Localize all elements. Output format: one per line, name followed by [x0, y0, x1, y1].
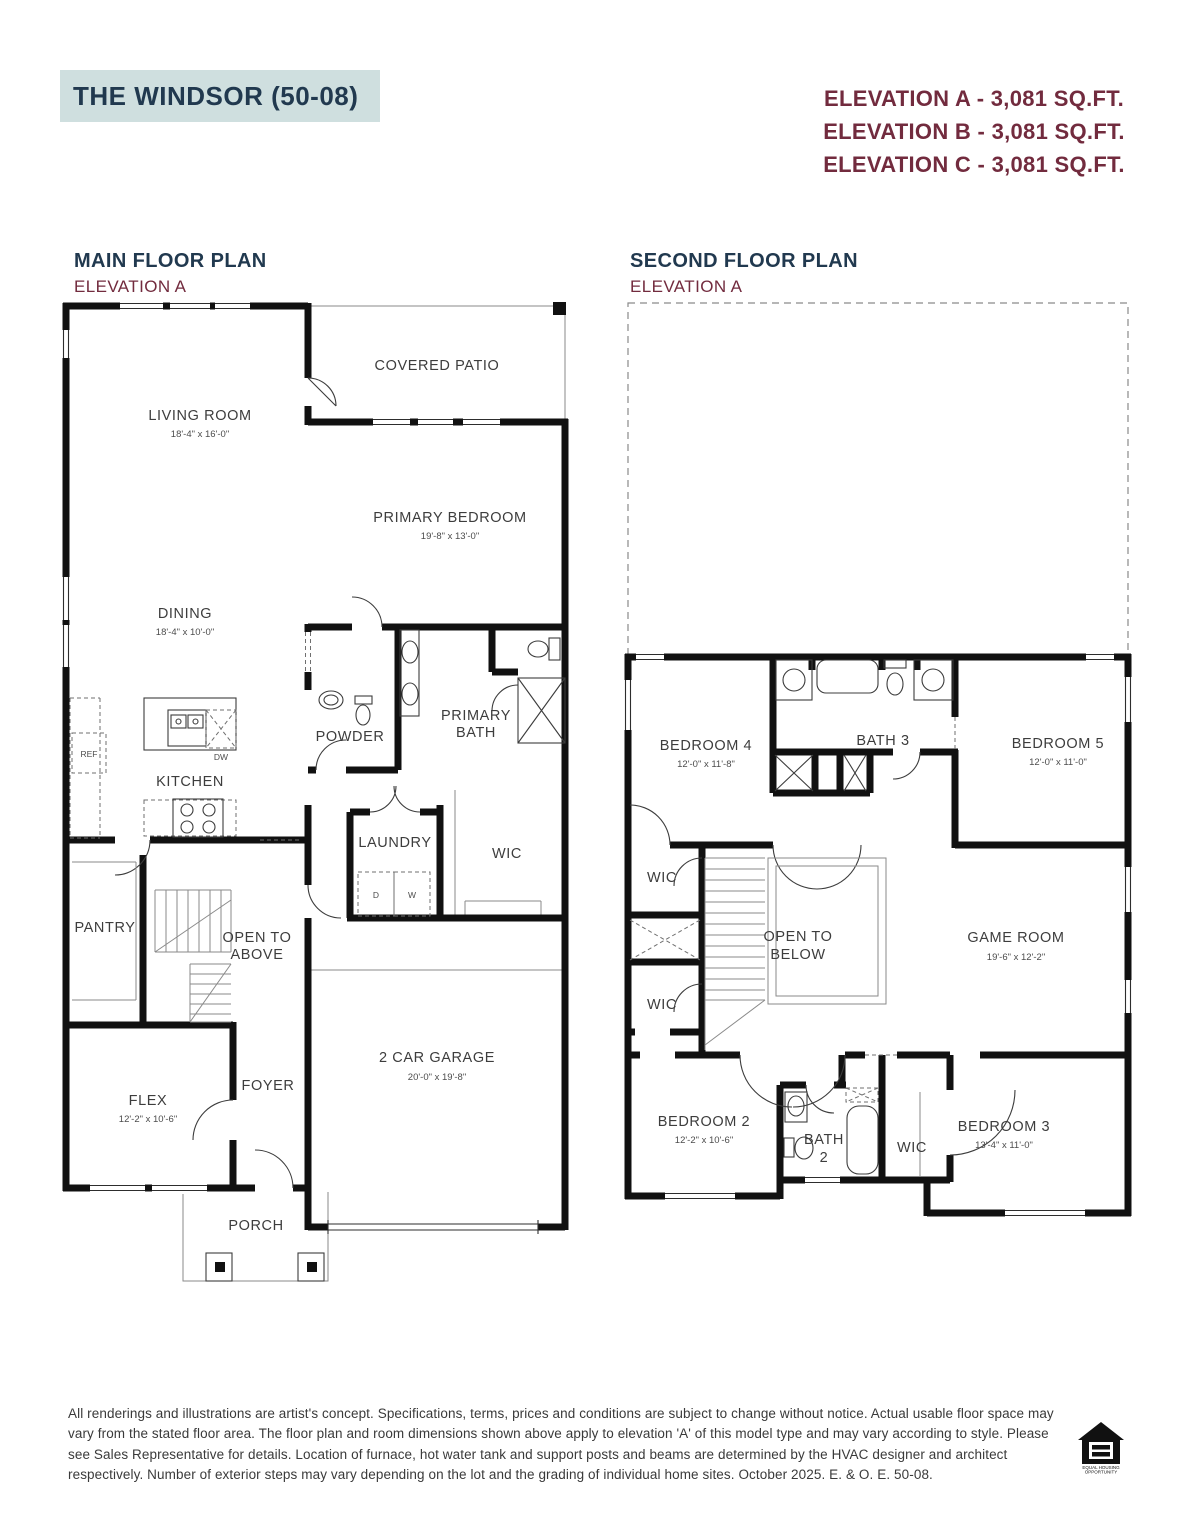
foyer-label: FOYER — [241, 1078, 295, 1094]
eho-text-2: OPPORTUNITY — [1084, 1469, 1118, 1474]
bedroom5-label: BEDROOM 5 — [1011, 736, 1105, 752]
main-floor-title: MAIN FLOOR PLAN — [74, 250, 267, 272]
roof-below-outline — [628, 303, 1128, 657]
second-floor-subtitle: ELEVATION A — [630, 277, 743, 296]
primary-bedroom-dims: 19'-8" x 13'-0" — [420, 531, 480, 542]
model-title: THE WINDSOR (50-08) — [73, 80, 359, 111]
second-floor-title: SECOND FLOOR PLAN — [630, 250, 858, 272]
wic-upper-label: WIC — [647, 870, 677, 886]
bedroom3-label: BEDROOM 3 — [957, 1119, 1051, 1135]
garage-dims: 20'-0" x 19'-8" — [407, 1072, 467, 1083]
game-room-dims: 19'-6" x 12'-2" — [986, 952, 1046, 963]
wic-lower-label: WIC — [647, 997, 677, 1013]
main-floor-subtitle: ELEVATION A — [74, 277, 187, 296]
kitchen-label: KITCHEN — [156, 774, 224, 790]
model-title-bar — [60, 70, 380, 122]
elevation-a: ELEVATION A - 3,081 SQ.FT. — [824, 86, 1124, 111]
main-stairs — [72, 862, 231, 1022]
second-floor-plan — [620, 300, 1132, 1260]
living-room-dims: 18'-4" x 16'-0" — [170, 429, 230, 440]
elevation-c: ELEVATION C - 3,081 SQ.FT. — [823, 152, 1125, 177]
flex-dims: 12'-2" x 10'-6" — [118, 1114, 178, 1125]
living-room-label: LIVING ROOM — [148, 408, 252, 424]
main-floor-heading — [74, 250, 474, 297]
open-to-above-2: ABOVE — [230, 947, 284, 963]
garage-label: 2 CAR GARAGE — [379, 1050, 495, 1066]
equal-housing-opportunity-logo — [1076, 1420, 1126, 1474]
game-room-label: GAME ROOM — [967, 930, 1065, 946]
second-labels — [647, 733, 1104, 1166]
dw-label: DW — [213, 752, 229, 762]
patio-post — [553, 302, 566, 315]
porch-label: PORCH — [228, 1218, 284, 1234]
primary-bedroom-label: PRIMARY BEDROOM — [373, 510, 527, 526]
flex-label: FLEX — [128, 1093, 168, 1109]
open-to-below-1: OPEN TO — [763, 929, 833, 945]
second-floor-heading — [630, 250, 1030, 297]
main-walls — [63, 303, 568, 1230]
disclaimer-text: All renderings and illustrations are artist's concept. Specifications, terms, prices and conditions are subject to change without notice. Actual usable floor space may vary from the stated floor area. The floor plan and room dimensions shown above apply to elevation 'A' of this model type and may vary according to style. Please see Sales Representative for details. Location of furnace, hot water tank and support posts and beams are determined by the HVAC designer and architect respectively. Number of exterior steps may vary depending on the lot and the grading of individual home sites. October 2025. E. & O. E. 50-08. — [68, 1406, 1054, 1482]
main-labels — [74, 358, 526, 1234]
dining-label: DINING — [157, 606, 213, 622]
elevation-b: ELEVATION B - 3,081 SQ.FT. — [823, 119, 1125, 144]
washer-label: W — [407, 890, 417, 900]
open-to-above-1: OPEN TO — [222, 930, 292, 946]
bedroom3-dims: 13'-4" x 11'-0" — [975, 1140, 1033, 1151]
ref-label: REF — [80, 749, 98, 759]
bedroom5-dims: 12'-0" x 11'-0" — [1029, 757, 1087, 768]
primary-bath-label-2: BATH — [456, 725, 496, 741]
bath2-label-2: 2 — [819, 1150, 829, 1166]
wic-label: WIC — [492, 846, 522, 862]
bedroom4-label: BEDROOM 4 — [659, 738, 753, 754]
bedroom2-label: BEDROOM 2 — [657, 1114, 751, 1130]
bedroom4-dims: 12'-0" x 11'-8" — [677, 759, 735, 770]
eho-text-1: EQUAL HOUSING — [1082, 1465, 1120, 1470]
laundry-label: LAUNDRY — [358, 835, 432, 851]
main-floor-plan — [60, 300, 572, 1285]
bath2-label-1: BATH — [804, 1132, 844, 1148]
elevation-list — [818, 82, 1130, 181]
main-open-edges — [183, 306, 565, 1281]
bath3-label: BATH 3 — [856, 733, 910, 749]
open-to-below-2: BELOW — [770, 947, 826, 963]
covered-patio-label: COVERED PATIO — [374, 358, 500, 374]
wic-bed3-label: WIC — [897, 1140, 927, 1156]
primary-bath-label-1: PRIMARY — [440, 708, 512, 724]
pantry-label: PANTRY — [74, 920, 136, 936]
dining-dims: 18'-4" x 10'-0" — [155, 627, 215, 638]
powder-label: POWDER — [315, 729, 385, 745]
bedroom2-dims: 12'-2" x 10'-6" — [674, 1135, 734, 1146]
dryer-label: D — [372, 890, 380, 900]
